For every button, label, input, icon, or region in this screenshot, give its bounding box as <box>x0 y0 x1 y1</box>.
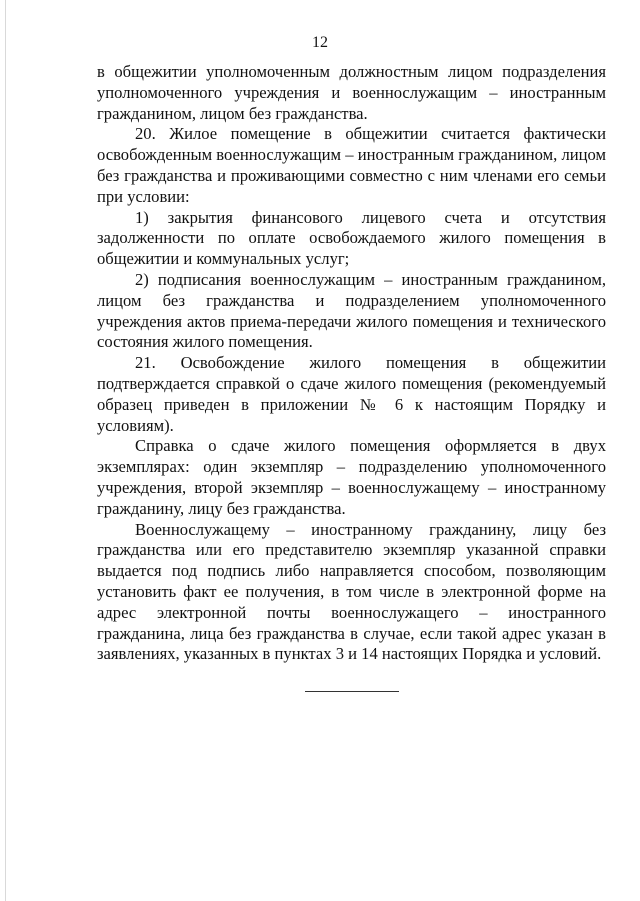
scan-edge-line <box>5 0 6 901</box>
paragraph-item-21: 21. Освобождение жилого помещения в общежитии подтверждается справкой о сдаче жилого помещения (рекомендуемый образец приведен в приложении № 6 к настоящим Порядку и условиям). <box>97 353 606 435</box>
end-of-text-rule <box>305 691 399 692</box>
paragraph-continuation: в общежитии уполномоченным должностным лицом подразделения уполномоченного учреждения и военнослужащим – иностранным гражданином, лицом без гражданства. <box>97 62 606 123</box>
paragraph-item-20: 20. Жилое помещение в общежитии считается фактически освобожденным военнослужащим – иностранным гражданином, лицом без гражданства и проживающими совместно с ним членами его семьи при условии: <box>97 124 606 206</box>
paragraph-condition-1: 1) закрытия финансового лицевого счета и отсутствия задолженности по оплате освобождаемого жилого помещения в общежитии и коммунальных услуг; <box>97 207 606 269</box>
paragraph-certificate-delivery: Военнослужащему – иностранному гражданину, лицу без гражданства или его представителю экземпляр указанной справки выдается под подпись либо направляется способом, позволяющим установить факт ее получения, в том числе в электронной форме на адрес электронной почты военнослужащего – иностранного гражданина, лица без гражданства в случае, если такой адрес указан в заявлениях, указанных в пунктах 3 и 14 настоящих Порядка и условий. <box>97 519 606 664</box>
paragraph-condition-2: 2) подписания военнослужащим – иностранным гражданином, лицом без гражданства и подразделением уполномоченного учреждения актов приема-передачи жилого помещения и технического состояния жилого помещения. <box>97 269 606 352</box>
paragraph-certificate-copies: Справка о сдаче жилого помещения оформляется в двух экземплярах: один экземпляр – подразделению уполномоченного учреждения, второй экземпляр – военнослужащему – иностранному гражданину, лицу без гражданства. <box>97 436 606 518</box>
document-body <box>97 62 606 692</box>
page-number: 12 <box>312 34 328 51</box>
